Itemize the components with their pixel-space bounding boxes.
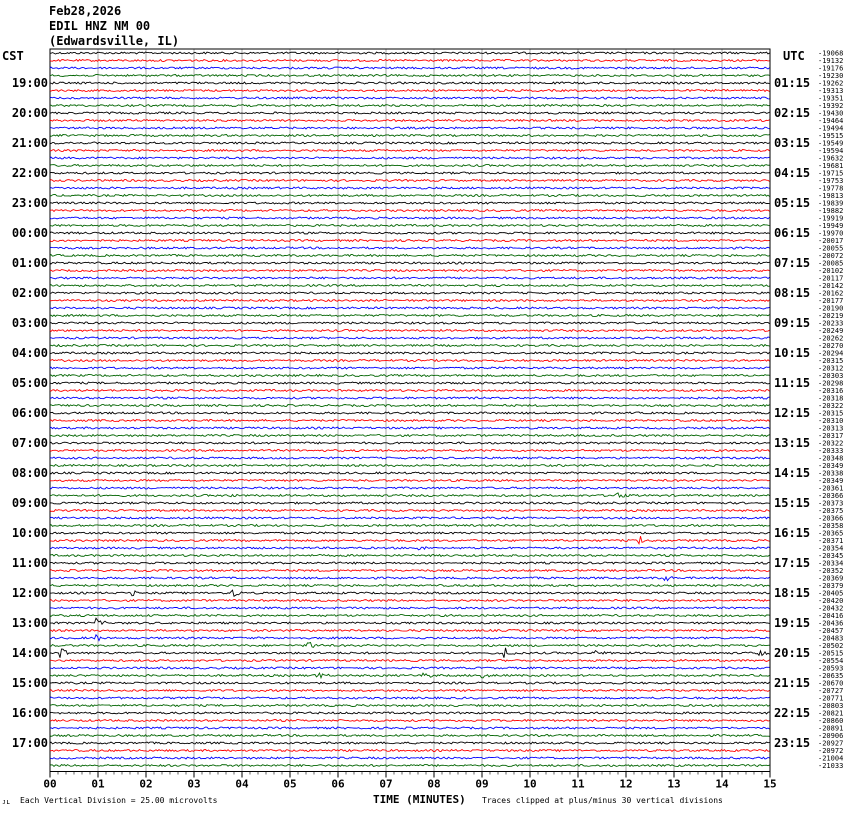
seismic-trace xyxy=(50,607,770,609)
scale-note: Each Vertical Division = 25.00 microvolts xyxy=(20,796,218,805)
seismic-trace xyxy=(50,345,770,347)
seismic-trace xyxy=(50,255,770,257)
seismic-trace xyxy=(50,727,770,729)
left-hour-label: 02:00 xyxy=(11,286,48,300)
seismic-trace xyxy=(50,300,770,302)
trace-offset-label: -19464 xyxy=(818,117,844,125)
trace-offset-label: -20322 xyxy=(818,439,844,448)
right-hour-label: 11:15 xyxy=(774,376,811,390)
seismic-trace xyxy=(50,210,770,212)
trace-offset-label: -20017 xyxy=(818,237,844,245)
trace-offset-label: -20316 xyxy=(818,387,844,395)
left-timezone-label: CST xyxy=(2,49,24,63)
seismic-trace xyxy=(50,720,770,722)
trace-offset-label: -20055 xyxy=(818,244,844,253)
station-name: EDIL HNZ NM 00 xyxy=(49,19,151,33)
left-hour-label: 04:00 xyxy=(11,346,48,360)
seismic-trace xyxy=(50,735,770,737)
seismic-trace xyxy=(50,487,770,489)
left-hour-label: 15:00 xyxy=(11,676,48,690)
right-hour-label: 01:15 xyxy=(774,76,811,90)
clip-note: Traces clipped at plus/minus 30 vertical divisions xyxy=(482,796,723,805)
left-hour-label: 21:00 xyxy=(11,136,48,150)
seismic-trace xyxy=(50,635,770,641)
seismic-trace xyxy=(50,105,770,107)
trace-offset-label: -20318 xyxy=(818,394,844,403)
right-hour-label: 14:15 xyxy=(774,466,811,480)
trace-offset-label: -20313 xyxy=(818,424,844,433)
seismic-trace xyxy=(50,165,770,167)
seismic-trace xyxy=(50,60,770,62)
trace-offset-label: -19778 xyxy=(818,184,844,193)
trace-offset-label: -20303 xyxy=(818,372,844,380)
trace-offset-label: -20233 xyxy=(818,319,844,328)
right-hour-label: 05:15 xyxy=(774,196,811,210)
trace-offset-label: -19681 xyxy=(818,162,844,170)
trace-offset-label: -20906 xyxy=(818,732,844,740)
trace-offset-label: -19594 xyxy=(818,147,844,155)
seismic-trace xyxy=(50,630,770,632)
left-hour-label: 23:00 xyxy=(11,196,48,210)
trace-offset-label: -20635 xyxy=(818,672,844,680)
seismic-trace xyxy=(50,337,770,339)
trace-offset-label: -19392 xyxy=(818,102,844,110)
trace-offset-label: -20102 xyxy=(818,267,844,275)
seismic-trace xyxy=(50,590,770,596)
trace-offset-label: -20457 xyxy=(818,627,844,635)
seismic-trace xyxy=(50,232,770,234)
trace-offset-label: -20821 xyxy=(818,709,844,718)
trace-offset-label: -20348 xyxy=(818,454,844,463)
seismic-trace xyxy=(50,67,770,69)
seismic-trace xyxy=(50,135,770,137)
trace-offset-label: -20349 xyxy=(818,462,844,470)
x-tick-label: 10 xyxy=(523,777,537,791)
left-hour-label: 11:00 xyxy=(11,556,48,570)
trace-offset-label: -19313 xyxy=(818,87,844,95)
right-hour-label: 04:15 xyxy=(774,166,811,180)
trace-offset-label: -20294 xyxy=(818,349,844,358)
seismic-trace xyxy=(50,585,770,587)
right-hour-label: 18:15 xyxy=(774,586,811,600)
left-hour-label: 17:00 xyxy=(11,736,48,750)
left-hour-label: 08:00 xyxy=(11,466,48,480)
seismic-trace xyxy=(50,435,770,437)
trace-offset-label: -20405 xyxy=(818,589,844,598)
seismic-trace xyxy=(50,742,770,744)
seismic-trace xyxy=(50,690,770,692)
trace-offset-label: -20338 xyxy=(818,469,844,478)
trace-offset-label: -19494 xyxy=(818,124,844,133)
seismic-trace xyxy=(50,457,770,459)
seismic-trace xyxy=(50,262,770,264)
x-tick-label: 02 xyxy=(139,777,153,791)
x-tick-label: 15 xyxy=(763,777,777,791)
seismic-trace xyxy=(50,367,770,369)
trace-offset-label: -20142 xyxy=(818,282,844,290)
seismic-trace xyxy=(50,442,770,444)
seismic-trace xyxy=(50,577,770,581)
seismic-trace xyxy=(50,382,770,384)
seismic-trace xyxy=(50,195,770,197)
trace-offset-label: -20312 xyxy=(818,364,844,373)
seismic-trace xyxy=(50,322,770,324)
trace-offset-label: -20317 xyxy=(818,432,844,440)
trace-offset-label: -19632 xyxy=(818,154,844,163)
trace-offset-label: -20085 xyxy=(818,259,844,268)
trace-offset-label: -20072 xyxy=(818,252,844,260)
right-hour-label: 20:15 xyxy=(774,646,811,660)
trace-offset-label: -19839 xyxy=(818,199,844,208)
seismic-trace xyxy=(50,648,770,658)
trace-offset-label: -20593 xyxy=(818,664,844,673)
seismic-trace xyxy=(50,525,770,527)
right-hour-label: 06:15 xyxy=(774,226,811,240)
right-hour-label: 22:15 xyxy=(774,706,811,720)
left-hour-label: 22:00 xyxy=(11,166,48,180)
trace-offset-label: -20860 xyxy=(818,717,844,725)
trace-offset-label: -20298 xyxy=(818,379,844,388)
seismic-trace xyxy=(50,615,770,617)
seismic-trace xyxy=(50,536,770,544)
seismic-trace xyxy=(50,757,770,759)
seismic-trace xyxy=(50,600,770,602)
seismic-trace xyxy=(50,142,770,144)
seismic-trace xyxy=(50,712,770,714)
seismic-trace xyxy=(50,697,770,699)
left-hour-label: 20:00 xyxy=(11,106,48,120)
seismic-trace xyxy=(50,555,770,557)
seismic-trace xyxy=(50,285,770,287)
trace-offset-label: -20310 xyxy=(818,417,844,425)
trace-offset-label: -19549 xyxy=(818,139,844,148)
right-hour-label: 10:15 xyxy=(774,346,811,360)
trace-offset-label: -20515 xyxy=(818,649,844,658)
seismic-trace xyxy=(50,52,770,54)
seismic-trace xyxy=(50,667,770,669)
trace-offset-label: -20373 xyxy=(818,499,844,508)
seismic-trace xyxy=(50,315,770,317)
left-hour-label: 03:00 xyxy=(11,316,48,330)
trace-offset-label: -20416 xyxy=(818,612,844,620)
seismic-trace xyxy=(50,120,770,122)
trace-offset-label: -20352 xyxy=(818,567,844,575)
trace-offset-label: -20365 xyxy=(818,529,844,538)
trace-offset-label: -19753 xyxy=(818,177,844,185)
seismic-trace xyxy=(50,502,770,504)
trace-offset-label: -20891 xyxy=(818,724,844,733)
trace-offset-label: -20315 xyxy=(818,357,844,365)
trace-offset-label: -19351 xyxy=(818,94,844,103)
seismic-trace xyxy=(50,480,770,482)
seismic-trace xyxy=(50,765,770,767)
right-hour-label: 08:15 xyxy=(774,286,811,300)
left-hour-label: 19:00 xyxy=(11,76,48,90)
right-hour-label: 19:15 xyxy=(774,616,811,630)
trace-offset-label: -20375 xyxy=(818,507,844,515)
left-hour-label: 05:00 xyxy=(11,376,48,390)
trace-offset-label: -20670 xyxy=(818,679,844,688)
trace-offset-label: -19230 xyxy=(818,72,844,80)
x-tick-label: 11 xyxy=(571,777,585,791)
trace-offset-label: -20366 xyxy=(818,492,844,500)
seismic-trace xyxy=(50,127,770,129)
seismic-trace xyxy=(50,217,770,219)
seismic-trace xyxy=(50,532,770,534)
trace-offset-label: -20972 xyxy=(818,747,844,755)
trace-offset-label: -19715 xyxy=(818,169,844,178)
left-hour-label: 00:00 xyxy=(11,226,48,240)
seismic-trace xyxy=(50,330,770,332)
seismic-trace xyxy=(50,510,770,512)
x-tick-label: 04 xyxy=(235,777,249,791)
trace-offset-label: -19949 xyxy=(818,222,844,230)
trace-offset-label: -20420 xyxy=(818,597,844,605)
seismic-trace xyxy=(50,450,770,452)
trace-offset-label: -20270 xyxy=(818,342,844,350)
x-tick-label: 00 xyxy=(43,777,57,791)
trace-offset-label: -19430 xyxy=(818,109,844,118)
right-timezone-label: UTC xyxy=(783,49,805,63)
trace-offset-label: -19515 xyxy=(818,132,844,140)
seismic-trace xyxy=(50,682,770,684)
seismic-trace xyxy=(50,705,770,707)
trace-offset-label: -20117 xyxy=(818,274,844,283)
trace-offset-label: -20249 xyxy=(818,327,844,335)
trace-offset-label: -20727 xyxy=(818,687,844,695)
right-hour-label: 16:15 xyxy=(774,526,811,540)
trace-offset-label: -21033 xyxy=(818,762,844,770)
trace-offset-label: -20379 xyxy=(818,582,844,590)
right-hour-label: 15:15 xyxy=(774,496,811,510)
trace-offset-label: -20190 xyxy=(818,304,844,313)
seismic-trace xyxy=(50,97,770,99)
left-hour-label: 12:00 xyxy=(11,586,48,600)
plot-date: Feb28,2026 xyxy=(49,4,122,18)
trace-offset-label: -20219 xyxy=(818,312,844,320)
seismic-trace xyxy=(50,427,770,429)
left-hour-label: 10:00 xyxy=(11,526,48,540)
seismic-trace xyxy=(50,465,770,467)
right-hour-label: 02:15 xyxy=(774,106,811,120)
right-hour-label: 03:15 xyxy=(774,136,811,150)
seismic-trace xyxy=(50,673,770,678)
trace-offset-label: -20502 xyxy=(818,642,844,650)
trace-offset-label: -20345 xyxy=(818,552,844,560)
trace-offset-label: -19068 xyxy=(818,49,844,58)
trace-offset-label: -20927 xyxy=(818,739,844,748)
station-location: (Edwardsville, IL) xyxy=(49,34,180,48)
trace-offset-label: -20803 xyxy=(818,702,844,710)
left-hour-label: 01:00 xyxy=(11,256,48,270)
seismic-trace xyxy=(50,270,770,272)
seismic-trace xyxy=(50,75,770,77)
seismic-trace xyxy=(50,172,770,174)
trace-offset-label: -20315 xyxy=(818,409,844,418)
right-hour-label: 07:15 xyxy=(774,256,811,270)
trace-offset-label: -20162 xyxy=(818,289,844,298)
x-tick-label: 05 xyxy=(283,777,297,791)
left-hour-label: 06:00 xyxy=(11,406,48,420)
trace-offset-label: -20371 xyxy=(818,537,844,545)
seismic-trace xyxy=(50,277,770,279)
left-hour-label: 07:00 xyxy=(11,436,48,450)
trace-offset-label: -19262 xyxy=(818,79,844,88)
seismic-trace xyxy=(50,112,770,114)
seismic-trace xyxy=(50,292,770,294)
trace-offset-label: -19882 xyxy=(818,207,844,215)
trace-offset-label: -20334 xyxy=(818,559,844,568)
trace-offset-label: -20262 xyxy=(818,334,844,343)
seismic-trace xyxy=(50,493,770,497)
seismic-trace xyxy=(50,570,770,572)
left-hour-label: 13:00 xyxy=(11,616,48,630)
trace-offset-label: -20177 xyxy=(818,297,844,305)
trace-offset-label: -20358 xyxy=(818,522,844,530)
seismic-trace xyxy=(50,642,770,647)
seismic-trace xyxy=(50,187,770,189)
seismic-trace xyxy=(50,180,770,182)
seismic-trace xyxy=(50,397,770,399)
trace-offset-label: -20322 xyxy=(818,402,844,410)
seismic-trace xyxy=(50,618,770,624)
seismic-trace xyxy=(50,240,770,242)
seismic-trace xyxy=(50,360,770,362)
trace-offset-label: -20361 xyxy=(818,484,844,493)
trace-offset-label: -19970 xyxy=(818,229,844,238)
right-hour-label: 13:15 xyxy=(774,436,811,450)
x-tick-label: 13 xyxy=(667,777,681,791)
seismic-trace xyxy=(50,90,770,92)
trace-offset-label: -20771 xyxy=(818,694,844,703)
seismic-trace xyxy=(50,307,770,309)
trace-offset-label: -20349 xyxy=(818,477,844,485)
x-tick-label: 06 xyxy=(331,777,345,791)
seismic-trace xyxy=(50,225,770,227)
right-hour-label: 17:15 xyxy=(774,556,811,570)
x-tick-label: 12 xyxy=(619,777,633,791)
left-hour-label: 09:00 xyxy=(11,496,48,510)
trace-offset-label: -21004 xyxy=(818,754,844,763)
logo-mark: ᴊʟ xyxy=(2,798,11,806)
trace-offset-label: -20554 xyxy=(818,657,844,665)
trace-offset-label: -20366 xyxy=(818,514,844,523)
seismic-trace xyxy=(50,157,770,159)
seismic-trace xyxy=(50,247,770,249)
x-tick-label: 09 xyxy=(475,777,489,791)
x-tick-label: 07 xyxy=(379,777,393,791)
seismic-trace xyxy=(50,352,770,354)
seismic-trace xyxy=(50,562,770,564)
trace-offset-label: -19813 xyxy=(818,192,844,200)
seismic-trace xyxy=(50,82,770,84)
seismic-trace xyxy=(50,405,770,407)
trace-offset-label: -20369 xyxy=(818,574,844,583)
trace-offset-label: -20432 xyxy=(818,604,844,613)
x-axis-title: TIME (MINUTES) xyxy=(373,793,466,806)
seismic-trace xyxy=(50,750,770,752)
left-hour-label: 16:00 xyxy=(11,706,48,720)
trace-offset-label: -20354 xyxy=(818,544,844,553)
right-hour-label: 09:15 xyxy=(774,316,811,330)
seismic-trace xyxy=(50,472,770,474)
seismic-trace xyxy=(50,412,770,414)
x-tick-label: 01 xyxy=(91,777,105,791)
trace-offset-label: -19176 xyxy=(818,64,844,73)
seismic-trace xyxy=(50,375,770,377)
right-hour-label: 21:15 xyxy=(774,676,811,690)
trace-offset-label: -20483 xyxy=(818,634,844,643)
x-tick-label: 08 xyxy=(427,777,441,791)
x-tick-label: 14 xyxy=(715,777,729,791)
seismic-trace xyxy=(50,517,770,519)
right-hour-label: 12:15 xyxy=(774,406,811,420)
seismic-trace xyxy=(50,547,770,550)
seismic-trace xyxy=(50,420,770,422)
x-tick-label: 03 xyxy=(187,777,201,791)
trace-offset-label: -19919 xyxy=(818,214,844,223)
right-hour-label: 23:15 xyxy=(774,736,811,750)
trace-offset-label: -20333 xyxy=(818,447,844,455)
trace-offset-label: -20436 xyxy=(818,619,844,628)
trace-offset-label: -19132 xyxy=(818,57,844,65)
left-hour-label: 14:00 xyxy=(11,646,48,660)
seismic-trace xyxy=(50,390,770,392)
seismic-trace xyxy=(50,660,770,662)
seismic-trace xyxy=(50,150,770,152)
seismic-trace xyxy=(50,202,770,204)
